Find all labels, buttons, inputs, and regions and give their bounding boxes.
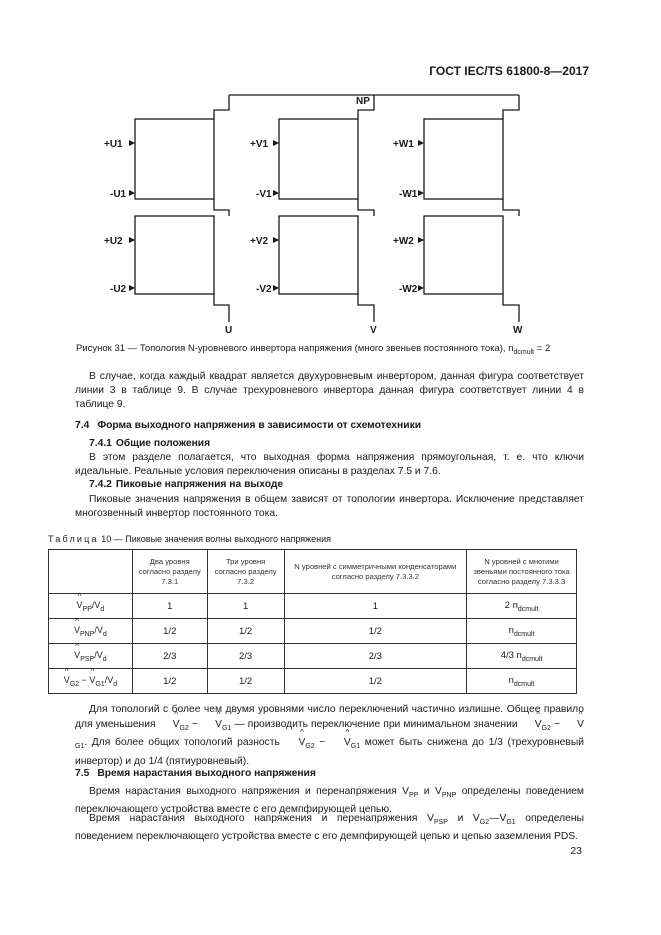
terminal-label: +U2 (104, 236, 123, 247)
np-label: NP (356, 96, 370, 107)
output-label-u: U (225, 325, 233, 336)
section-heading-7-4-1: 7.4.1 Общие положения (89, 438, 211, 449)
paragraph: Время нарастания выходного напряжения и перенапряжения $V_{PP}$ и $V_{PNP}$ определены поведением переключающего устройства вместе с его демпфирующей цепью. (75, 786, 585, 816)
table-cell: 1/2 (207, 669, 284, 694)
output-label-w: W (513, 325, 523, 336)
cell-box-v2 (279, 216, 358, 294)
output-label-v: V (370, 325, 377, 336)
table-cell: 4/3 $n_{dcmult}$ (467, 644, 577, 669)
inverter-topology-diagram (0, 0, 661, 345)
table-cell: 2/3 (207, 644, 284, 669)
row-label: ^ $V_{PP}/V_d$ (49, 594, 133, 619)
row-label: ^ $V_{G2}$ − ^ $V_{G1}/V_d$ (49, 669, 133, 694)
cell-box-u1 (135, 119, 214, 199)
table-row (49, 619, 577, 644)
paragraph: Пиковые значения напряжения в общем зависят от топологии инвертора. Исключение представляет многозвенный инвертор постоянного тока. (75, 494, 584, 519)
table-row (49, 669, 577, 694)
page-number: 23 (570, 845, 582, 857)
terminal-label: -U1 (110, 189, 127, 200)
figure-caption: Рисунок 31 — Топология N-уровневого инвертора напряжения (много звеньев постоянного тока), $n_{dcmult} = 2$ (76, 343, 551, 356)
table-row (49, 594, 577, 619)
table-header-cell: Три уровня согласно разделу 7.3.2 (207, 550, 284, 594)
table-header-row (49, 550, 577, 594)
table-cell: $n_{dcmult}$ (467, 619, 577, 644)
cell-box-w2 (424, 216, 503, 294)
paragraph: Время нарастания выходного напряжения и перенапряжения $V_{PSP}$ и $V_{G2}—V_{G1}$ определены поведением переключающего устройства вместе с его демпфирующей цепью и цепью заземления PDS. (75, 813, 584, 843)
cell-box-v1 (279, 119, 358, 199)
paragraph: В этом разделе полагается, что выходная форма напряжения прямоугольная, т. е. что ключи идеальные. Реальные условия переключения описаны в разделах 7.5 и 7.6. (75, 452, 584, 477)
terminal-label: +V1 (250, 139, 269, 150)
paragraph: В случае, когда каждый квадрат является двухуровневым инвертором, данная фигура соответствует линии 3 в таблице 9. В случае трехуровневого инвертора данная фигура соответствует линии 4 в таблице 9. (75, 371, 584, 410)
table-cell: 1/2 (207, 619, 284, 644)
terminal-label: +W2 (393, 236, 414, 247)
table-header-cell (49, 550, 133, 594)
table-header-cell: Два уровня согласно разделу 7.3.1 (132, 550, 207, 594)
table-cell: 2/3 (132, 644, 207, 669)
table-caption: Таблица 10 — Пиковые значения волны выходного напряжения (48, 534, 331, 544)
table-cell: 1/2 (132, 619, 207, 644)
table-cell: 1/2 (284, 619, 467, 644)
table-cell: 2 $n_{dcmult}$ (467, 594, 577, 619)
row-label: ^ $V_{PSP}/V_d$ (49, 644, 133, 669)
section-heading-7-4-2: 7.4.2 Пиковые напряжения на выходе (89, 479, 284, 490)
table-cell: 1 (132, 594, 207, 619)
document-header: ГОСТ IEC/TS 61800-8—2017 (429, 64, 589, 78)
terminal-label: +U1 (104, 139, 123, 150)
cell-box-u2 (135, 216, 214, 294)
table-header-cell: N уровней с симметричными конденсаторами согласно разделу 7.3.3.2 (284, 550, 467, 594)
table-cell: 1 (284, 594, 467, 619)
paragraph: Для топологий с более чем двумя уровнями число переключений частично излишне. Общее правило для уменьшения ^ $V_{G2}$ − ^ $V_{G1}$ — производить переключение при минимальном значении ^ $V_{G2}$ − ^ $V_{G1}$. Для более общих топологий разность ^ $V_{G2}$ − ^ $V_{G1}$ может быть снижена до 1/3 (трехуровневый инвертор) и до 1/4 (пятиуровневый). (75, 703, 584, 769)
table-cell: $n_{dcmult}$ (467, 669, 577, 694)
section-heading-7-5: 7.5 Время нарастания выходного напряжения (75, 768, 316, 779)
terminal-label: +V2 (250, 236, 269, 247)
table-row (49, 644, 577, 669)
row-label: ^ $V_{PNP}/V_d$ (49, 619, 133, 644)
terminal-label: -V1 (256, 189, 272, 200)
section-heading-7-4: 7.4 Форма выходного напряжения в зависимости от схемотехники (75, 420, 422, 431)
table-header-cell: N уровней с многими звеньями постоянного тока согласно разделу 7.3.3.3 (467, 550, 577, 594)
cell-box-w1 (424, 119, 503, 199)
table-cell: 1 (207, 594, 284, 619)
table-cell: 1/2 (132, 669, 207, 694)
table-cell: 2/3 (284, 644, 467, 669)
terminal-label: -V2 (256, 284, 272, 295)
terminal-label: -W2 (399, 284, 418, 295)
terminal-label: -U2 (110, 284, 127, 295)
terminal-label: -W1 (399, 189, 418, 200)
table-cell: 1/2 (284, 669, 467, 694)
peak-voltage-table (48, 549, 577, 694)
terminal-label: +W1 (393, 139, 414, 150)
